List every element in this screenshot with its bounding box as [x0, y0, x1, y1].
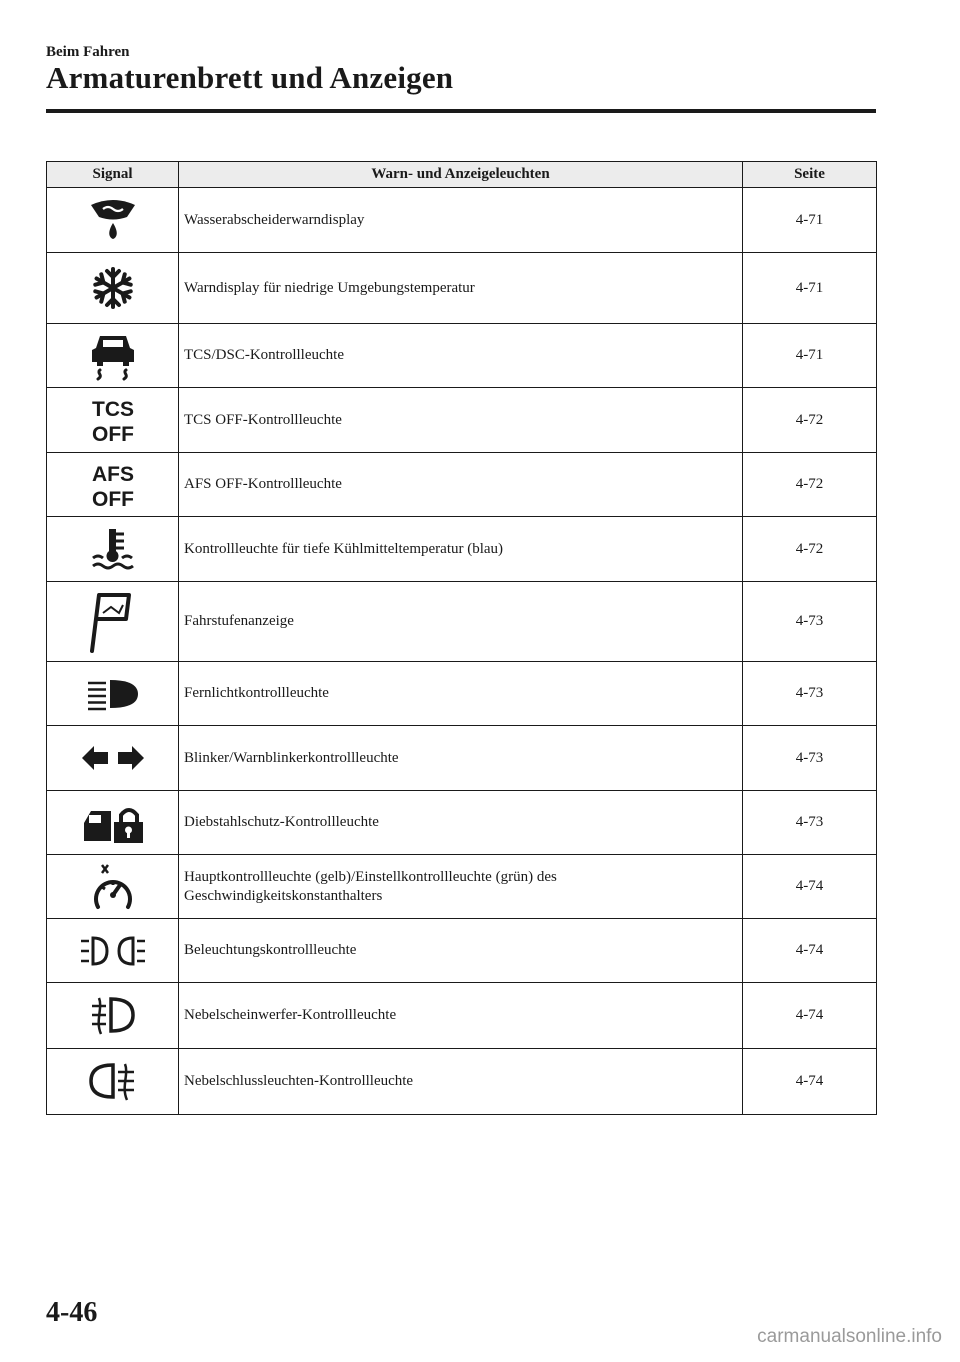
tcs-icon-text: TCS: [91, 398, 134, 421]
light-name: Fernlichtkontrollleuchte: [179, 662, 743, 726]
footer-watermark: carmanualsonline.info: [757, 1326, 942, 1347]
page-ref: 4-71: [743, 324, 877, 388]
page-ref: 4-72: [743, 453, 877, 517]
afs-icon-text: AFS: [91, 462, 134, 486]
page-number: 4-46: [46, 1297, 98, 1328]
page-ref: 4-73: [743, 791, 877, 855]
table-row: [47, 1049, 877, 1115]
page-ref: 4-73: [743, 726, 877, 791]
table-row: [47, 983, 877, 1049]
water-separator-icon: [87, 195, 139, 245]
page-ref: 4-73: [743, 582, 877, 662]
table-row: [47, 662, 877, 726]
light-name: TCS/DSC-Kontrollleuchte: [179, 324, 743, 388]
section-label: Beim Fahren: [46, 44, 130, 60]
table-row: [47, 253, 877, 324]
page-ref: 4-74: [743, 919, 877, 983]
tcs-dsc-icon: [88, 330, 138, 382]
high-beam-icon: [86, 677, 140, 711]
page-title: Armaturenbrett und Anzeigen: [46, 60, 454, 95]
coolant-temperature-icon: [88, 527, 138, 571]
table-row: [47, 388, 877, 453]
snowflake-icon: [89, 264, 137, 312]
table-row: [47, 726, 877, 791]
signal-table: [46, 161, 877, 1115]
table-row: [47, 855, 877, 919]
table-row: [47, 919, 877, 983]
table-row: [47, 791, 877, 855]
security-lock-icon: [81, 801, 145, 845]
light-name: Nebelschlussleuchten-Kontrollleuchte: [179, 1049, 743, 1115]
position-light-icon: [79, 934, 147, 968]
off-icon-text: OFF: [91, 487, 134, 511]
light-name: Wasserabscheiderwarndisplay: [179, 188, 743, 253]
table-row: [47, 582, 877, 662]
light-name: Beleuchtungskontrollleuchte: [179, 919, 743, 983]
page-ref: 4-72: [743, 517, 877, 582]
light-name: TCS OFF-Kontrollleuchte: [179, 388, 743, 453]
rear-fog-light-icon: [88, 1059, 138, 1105]
page-ref: 4-74: [743, 1049, 877, 1115]
light-name: Diebstahlschutz-Kontrollleuchte: [179, 791, 743, 855]
light-name: Kontrollleuchte für tiefe Kühlmitteltemperatur (blau): [179, 517, 743, 582]
cruise-control-icon: [88, 861, 138, 913]
column-header-page: Seite: [743, 162, 877, 188]
light-name: AFS OFF-Kontrollleuchte: [179, 453, 743, 517]
table-row: [47, 188, 877, 253]
turn-signal-icon: [80, 744, 146, 772]
page-ref: 4-74: [743, 855, 877, 919]
page-ref: 4-74: [743, 983, 877, 1049]
column-header-signal: Signal: [47, 162, 179, 188]
light-name: Warndisplay für niedrige Umgebungstemperatur: [179, 253, 743, 324]
light-name: Hauptkontrollleuchte (gelb)/Einstellkontrollleuchte (grün) des Geschwindigkeitskonstanthalters: [179, 855, 743, 919]
page-ref: 4-72: [743, 388, 877, 453]
table-row: [47, 517, 877, 582]
tcs-off-icon: [83, 394, 143, 446]
front-fog-light-icon: [90, 993, 136, 1039]
light-name: Blinker/Warnblinkerkontrollleuchte: [179, 726, 743, 791]
gear-position-icon: [89, 589, 137, 655]
afs-off-icon: [83, 459, 143, 511]
light-name: Fahrstufenanzeige: [179, 582, 743, 662]
table-header-row: [47, 162, 877, 188]
page-ref: 4-71: [743, 253, 877, 324]
light-name: Nebelscheinwerfer-Kontrollleuchte: [179, 983, 743, 1049]
table-row: [47, 453, 877, 517]
page-ref: 4-73: [743, 662, 877, 726]
off-icon-text: OFF: [91, 423, 134, 446]
table-row: [47, 324, 877, 388]
title-rule: [46, 109, 876, 113]
column-header-lights: Warn- und Anzeigeleuchten: [179, 162, 743, 188]
page-ref: 4-71: [743, 188, 877, 253]
